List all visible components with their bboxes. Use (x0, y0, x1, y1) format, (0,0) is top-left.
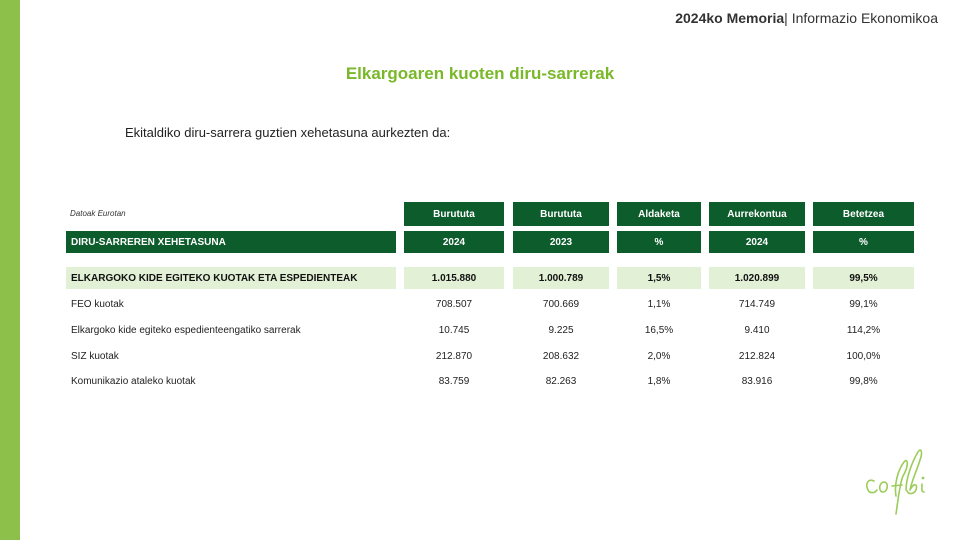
table-cell: 1,1% (647, 298, 671, 310)
table-cell: 714.749 (738, 298, 776, 310)
document-header (675, 10, 938, 26)
col-subheader-budget-2024: 2024 (709, 231, 805, 253)
col-header-aldaketa: Aldaketa (617, 202, 701, 226)
col-subheader-2024: 2024 (404, 231, 504, 253)
total-row-value: 99,5% (813, 267, 914, 289)
col-subheader-2023: 2023 (513, 231, 609, 253)
total-row-value: 1.015.880 (404, 267, 504, 289)
col-subheader-percent: % (617, 231, 701, 253)
table-cell: 83.759 (438, 375, 470, 387)
total-row-value: 1,5% (617, 267, 701, 289)
header-subtitle: Informazio Ekonomikoa (787, 10, 938, 26)
table-cell: 114,2% (846, 324, 881, 336)
total-row-value: 1.020.899 (709, 267, 805, 289)
table-cell: 700.669 (542, 298, 580, 310)
table-cell: 9.225 (548, 324, 574, 336)
col-header-burututa-2: Burututa (513, 202, 609, 226)
col-header-burututa-1: Burututa (404, 202, 504, 226)
col-header-aurrekontua: Aurrekontua (709, 202, 805, 226)
table-cell: 708.507 (435, 298, 473, 310)
header-separator: | (784, 10, 788, 26)
table-cell: 9.410 (744, 324, 770, 336)
table-cell: 2,0% (647, 350, 671, 362)
col-header-betetzea: Betetzea (813, 202, 914, 226)
table-cell: 212.870 (435, 350, 473, 362)
currency-note: Datoak Eurotan (70, 209, 126, 218)
table-cell: 212.824 (738, 350, 776, 362)
total-row-label: ELKARGOKO KIDE EGITEKO KUOTAK ETA ESPEDIENTEAK (66, 267, 396, 289)
table-cell: 10.745 (438, 324, 470, 336)
table-cell: 83.916 (741, 375, 773, 387)
table-row-label: Elkargoko kide egiteko espedienteengatiko sarrerak (71, 324, 301, 336)
table-cell: 1,8% (647, 375, 671, 387)
table-row-label: FEO kuotak (71, 298, 124, 310)
table-cell: 16,5% (644, 324, 674, 336)
table-row-label: Komunikazio ataleko kuotak (71, 375, 196, 387)
intro-text: Ekitaldiko diru-sarrera guztien xehetasuna aurkezten da: (125, 125, 451, 140)
table-cell: 100,0% (846, 350, 881, 362)
header-title: 2024ko Memoria (675, 10, 785, 26)
col-subheader-fulfilment-percent: % (813, 231, 914, 253)
page-title: Elkargoaren kuoten diru-sarrerak (345, 64, 615, 83)
table-cell: 99,1% (849, 298, 878, 310)
section-label: DIRU-SARREREN XEHETASUNA (66, 231, 396, 253)
table-row-label: SIZ kuotak (71, 350, 119, 362)
table-cell: 99,8% (849, 375, 878, 387)
total-row-value: 1.000.789 (513, 267, 609, 289)
cofbi-logo (862, 440, 932, 520)
table-cell: 208.632 (542, 350, 580, 362)
table-cell: 82.263 (545, 375, 577, 387)
